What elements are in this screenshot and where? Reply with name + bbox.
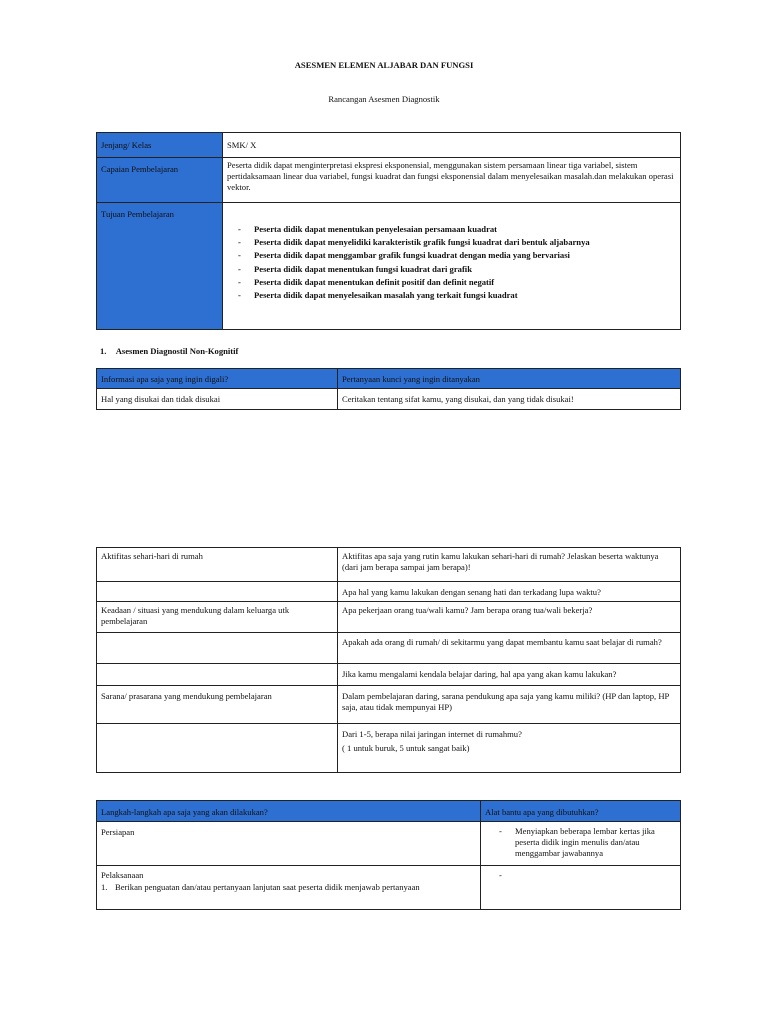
pelaksanaan-step <box>101 882 476 893</box>
activity-left: Keadaan / situasi yang mendukung dalam keluarga utk pembelajaran <box>97 602 338 633</box>
persiapan-tool-text: Menyiapkan beberapa lembar kertas jika peserta didik ingin menulis dan/atau menggambar jawabannya <box>515 826 655 858</box>
steps-header-left: Langkah-langkah apa saja yang akan dilakukan? <box>97 801 481 822</box>
jenjang-value: SMK/ X <box>223 133 681 158</box>
noncog-header-left: Informasi apa saja yang ingin digali? <box>97 369 338 389</box>
capaian-label: Capaian Pembelajaran <box>97 158 223 203</box>
activity-left <box>97 724 338 773</box>
activity-table <box>96 547 681 773</box>
tujuan-item: - Peserta didik dapat menyelesaikan masalah yang terkait fungsi kuadrat <box>238 289 676 302</box>
jenjang-label: Jenjang/ Kelas <box>97 133 223 158</box>
noncog-table <box>96 368 681 410</box>
activity-right-line: Dari 1-5, berapa nilai jaringan internet di rumahmu? <box>342 729 522 739</box>
step-number: 1. <box>101 882 108 892</box>
noncog-header-right: Pertanyaan kunci yang ingin ditanyakan <box>338 369 681 389</box>
activity-left <box>97 633 338 664</box>
tujuan-item: - Peserta didik dapat menggambar grafik fungsi kuadrat dengan media yang bervariasi <box>238 249 676 262</box>
activity-right: Aktifitas apa saja yang rutin kamu lakukan sehari-hari di rumah? Jelaskan beserta waktunya (dari jam berapa sampai jam berapa)! <box>338 548 681 582</box>
persiapan-tool-item <box>499 826 676 859</box>
tujuan-item: - Peserta didik dapat menentukan definit positif dan definit negatif <box>238 276 676 289</box>
activity-right: Apa hal yang kamu lakukan dengan senang hati dan terkadang lupa waktu? <box>338 582 681 602</box>
activity-left <box>97 582 338 602</box>
activity-right: Dalam pembelajaran daring, sarana pendukung apa saja yang kamu miliki? (HP dan laptop, HP saja, atau tidak mempunyai HP) <box>338 686 681 724</box>
section-heading-non-kognitif <box>100 346 238 357</box>
dash-mark: - <box>499 870 502 880</box>
pelaksanaan-steps <box>101 882 476 893</box>
tujuan-item: - Peserta didik dapat menentukan fungsi kuadrat dari grafik <box>238 263 676 276</box>
activity-right: Jika kamu mengalami kendala belajar daring, hal apa yang akan kamu lakukan? <box>338 664 681 686</box>
steps-header-right: Alat bantu apa yang dibutuhkan? <box>481 801 681 822</box>
activity-left <box>97 664 338 686</box>
step-text: Berikan penguatan dan/atau pertanyaan lanjutan saat peserta didik menjawab pertanyaan <box>115 882 420 892</box>
pelaksanaan-tool-cell <box>481 866 681 910</box>
pelaksanaan-label: Pelaksanaan <box>101 870 144 880</box>
activity-right-scale: ( 1 untuk buruk, 5 untuk sangat baik) <box>342 743 470 753</box>
document-title: ASESMEN ELEMEN ALJABAR DAN FUNGSI <box>294 60 474 70</box>
pelaksanaan-cell <box>97 866 481 910</box>
tujuan-item: - Peserta didik dapat menyelidiki karakteristik grafik fungsi kuadrat dari bentuk aljabarnya <box>238 236 676 249</box>
activity-right <box>338 724 681 773</box>
tujuan-list <box>238 223 676 302</box>
activity-left: Sarana/ prasarana yang mendukung pembelajaran <box>97 686 338 724</box>
info-table <box>96 132 681 330</box>
activity-right: Apa pekerjaan orang tua/wali kamu? Jam berapa orang tua/wali bekerja? <box>338 602 681 633</box>
document-subtitle: Rancangan Asesmen Diagnostik <box>328 94 440 104</box>
section-heading-text: Asesmen Diagnostil Non-Kognitif <box>115 346 239 356</box>
persiapan-label: Persiapan <box>97 822 481 866</box>
noncog-row-right: Ceritakan tentang sifat kamu, yang disukai, dan yang tidak disukai! <box>338 389 681 410</box>
activity-left: Aktifitas sehari-hari di rumah <box>97 548 338 582</box>
noncog-row-left: Hal yang disukai dan tidak disukai <box>97 389 338 410</box>
persiapan-tool-cell <box>481 822 681 866</box>
activity-right: Apakah ada orang di rumah/ di sekitarmu yang dapat membantu kamu saat belajar di rumah? <box>338 633 681 664</box>
tujuan-item: - Peserta didik dapat menentukan penyelesaian persamaan kuadrat <box>238 223 676 236</box>
steps-table <box>96 800 681 910</box>
tujuan-label: Tujuan Pembelajaran <box>97 203 223 330</box>
tujuan-cell <box>223 203 681 330</box>
section-number: 1. <box>100 346 107 356</box>
dash-mark: - <box>499 826 502 836</box>
capaian-value: Peserta didik dapat menginterpretasi ekspresi eksponensial, menggunakan sistem persamaan linear tiga variabel, sistem pertidaksamaan linear dua variabel, fungsi kuadrat dan fungsi eksponensial dalam menyelesaikan masalah.dan melakukan operasi vektor. <box>223 158 681 203</box>
